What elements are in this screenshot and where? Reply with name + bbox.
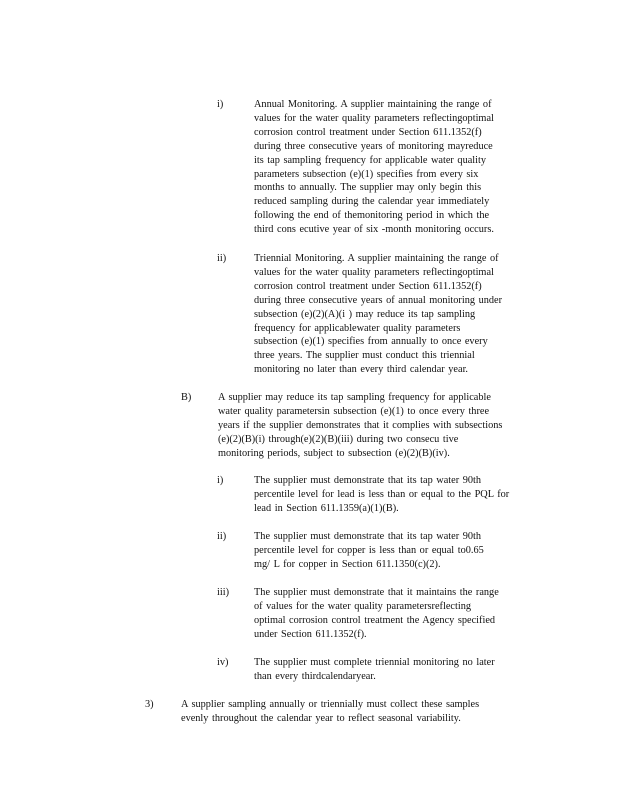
item-text: The supplier must demonstrate that its tap water 90th percentile level for lead is less than or equal to the PQL for lead in Section 611.1359(a)(1)(B). bbox=[254, 475, 510, 514]
item-marker: iv) bbox=[217, 657, 229, 668]
item-marker: i) bbox=[217, 475, 224, 486]
item-marker: 3) bbox=[145, 699, 154, 710]
item-text: The supplier must demonstrate that it maintains the range of values for the water quality parametersreflecting optimal corrosion control treatment the Agency specified under Section 611.1352(f). bbox=[254, 587, 499, 640]
item-text: Triennial Monitoring. A supplier maintaining the range of values for the water quality parameters reflectingoptimal corrosion control treatment under Section 611.1352(f) during three consecutive years of annual monitoring under subsection (e)(2)(A)(i ) may reduce its tap sampling frequency for applicablewater quality parameters subsection (e)(1) specifies from annually to once every three years. The supplier must conduct this triennial monitoring no later than every third calendar year. bbox=[254, 253, 503, 376]
item-marker: i) bbox=[217, 99, 224, 110]
item-marker: iii) bbox=[217, 587, 230, 598]
item-text: A supplier may reduce its tap sampling frequency for applicable water quality parametersin subsection (e)(1) to once every three years if the supplier demonstrates that it complies with subsections (e)(2)(B)(i) through(e)(2)(B)(iii) during two consecu tive monitoring periods, subject to subsection (e)(2)(B)(iv). bbox=[218, 392, 503, 459]
item-text: A supplier sampling annually or triennially must collect these samples evenly throughout the calendar year to reflect seasonal variability. bbox=[181, 699, 480, 724]
item-marker: ii) bbox=[217, 253, 227, 264]
item-marker: ii) bbox=[217, 531, 227, 542]
item-text: Annual Monitoring. A supplier maintaining the range of values for the water quality parameters reflectingoptimal corrosion control treatment under Section 611.1352(f) during three consecutive years of monitoring mayreduce its tap sampling frequency for applicable water quality parameters subsection (e)(1) specifies from every six months to annually. The supplier may only begin this reduced sampling during the calendar year immediately following the end of themonitoring period in which the third cons ecutive year of six -month monitoring occurs. bbox=[254, 99, 494, 236]
item-text: The supplier must complete triennial monitoring no later than every thirdcalendaryear. bbox=[254, 657, 495, 682]
item-text: The supplier must demonstrate that its tap water 90th percentile level for copper is less than or equal to0.65 mg/ L for copper in Section 611.1350(c)(2). bbox=[254, 531, 484, 570]
item-marker: B) bbox=[181, 392, 192, 403]
